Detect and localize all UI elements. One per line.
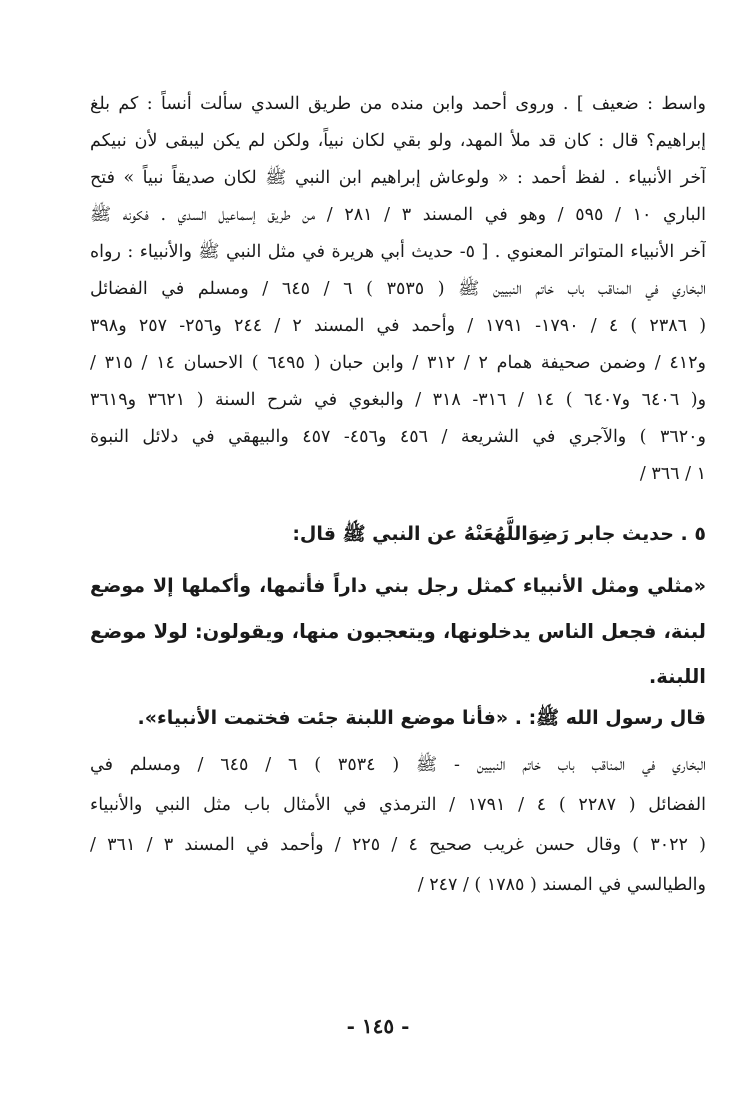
heading-text: قال رسول الله ﷺ: . «فأنا موضع اللبنة جئت فختمت الأنبياء». — [137, 707, 706, 729]
text-line: ( ٢٣٨٦ ) ٤ / ١٧٩٠- ١٧٩١ / وأحمد في المسند ٢ / ٢٤٤ و٢٥٦- ٢٥٧ و٣٩٨ — [90, 316, 706, 336]
text-line: الباري ١٠ / ٥٩٥ / وهو في المسند ٣ / ٢٨١ / من طريق إسماعيل السدي . فكونه ﷺ — [90, 205, 706, 225]
text-line: إبراهيم؟ قال : كان قد ملأ المهد، ولو بقي لكان نبياً، ولكن لم يكن ليبقى لأن نبيكم — [90, 131, 706, 151]
text-line: والطيالسي في المسند ( ١٧٨٥ ) / ٢٤٧ / — [417, 875, 706, 895]
page-number: - ١٤٥ - — [346, 1014, 410, 1038]
footnote-paragraph-bottom — [90, 745, 706, 905]
text-line: و٣٦٢٠ ) والآجري في الشريعة / ٤٥٦ و٤٥٦- ٤٥٧ والبيهقي في دلائل النبوة — [90, 427, 706, 447]
text-line: الفضائل ( ٢٢٨٧ ) ٤ / ١٧٩١ / الترمذي في الأمثال باب مثل النبي والأنبياء — [90, 795, 706, 815]
text-line: و٤١٢ / وضمن صحيفة همام ٢ / ٣١٢ / وابن حبان ( ٦٤٩٥ ) الاحسان ١٤ / ٣١٥ / — [90, 353, 706, 373]
text-line: آخر الأنبياء . لفظ أحمد : « ولوعاش إبراهيم ابن النبي ﷺ لكان صديقاً نبياً » فتح — [90, 168, 706, 188]
text-line: ١ / ٣٦٦ / — [639, 464, 706, 484]
prophet-saying-heading — [90, 698, 706, 738]
text-line: واسط : ضعيف ] . وروى أحمد وابن منده من طريق السدي سألت أنساً : كم بلغ — [90, 94, 706, 114]
text-line: و( ٦٤٠٦ و٦٤٠٧ ) ١٤ / ٣١٦- ٣١٨ / والبغوي في شرح السنة ( ٣٦٢١ و٣٦١٩ — [90, 390, 706, 410]
quote-line: «مثلي ومثل الأنبياء كمثل رجل بني داراً فأتمها، وأكملها إلا موضع — [90, 575, 706, 597]
footnote-paragraph-top — [90, 86, 706, 493]
quote-line: اللبنة. — [648, 665, 706, 688]
heading-text: ٥ . حديث جابر رَضِوَاللَّهُعَنْهُ عن النبي ﷺ قال: — [292, 523, 706, 545]
quote-line: لبنة، فجعل الناس يدخلونها، ويتعجبون منها، ويقولون: لولا موضع — [90, 620, 706, 643]
text-line: البخاري في المناقب باب خاتم النبيين - ﷺ ( ٣٥٣٤ ) ٦ / ٦٤٥ / ومسلم في — [90, 755, 706, 775]
text-line: البخاري في المناقب باب خاتم النبيين ﷺ ( ٣٥٣٥ ) ٦ / ٦٤٥ / ومسلم في الفضائل — [90, 279, 706, 299]
text-line: آخر الأنبياء المتواتر المعنوي . [ ٥- حديث أبي هريرة في مثل النبي ﷺ والأنبياء : رواه — [90, 242, 706, 262]
hadith-quote — [90, 564, 706, 699]
text-line: ( ٣٠٢٢ ) وقال حسن غريب صحيح ٤ / ٢٢٥ / وأحمد في المسند ٣ / ٣٦١ / — [90, 835, 706, 855]
hadith-heading — [90, 514, 706, 554]
